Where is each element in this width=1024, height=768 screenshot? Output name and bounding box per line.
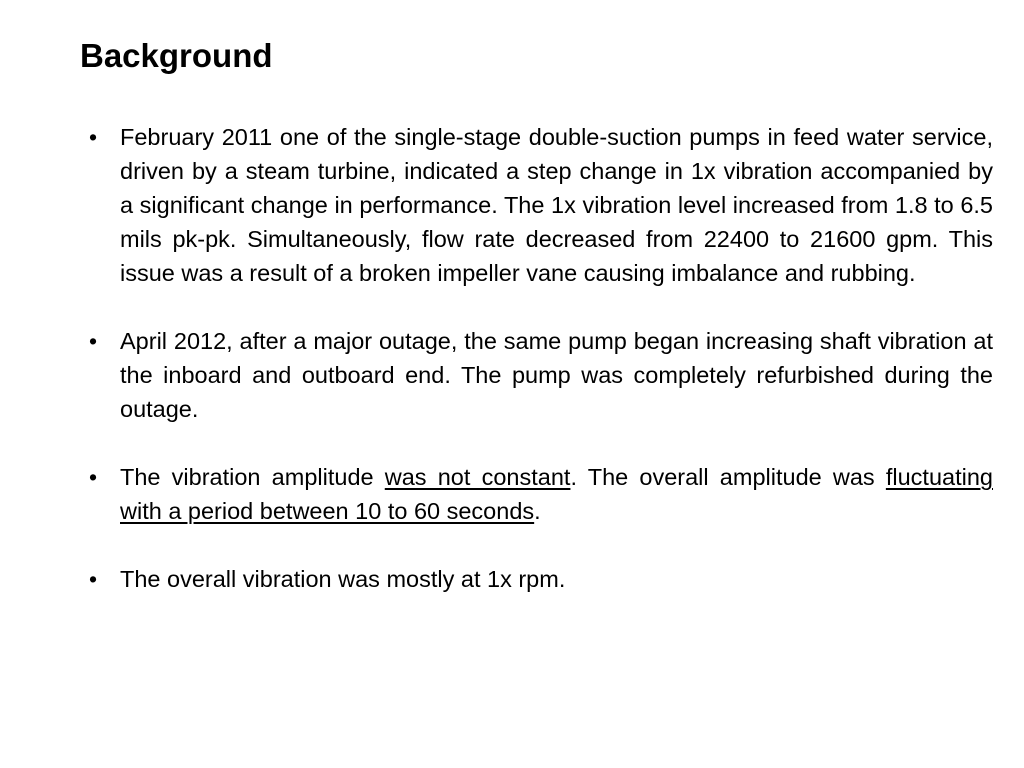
bullet-item <box>89 120 993 290</box>
bullet-text-part: . The overall amplitude was <box>570 464 886 490</box>
bullet-text: April 2012, after a major outage, the same pump began increasing shaft vibration at the inboard and outboard end. The pump was completely refurbished during the outage. <box>120 328 993 422</box>
bullet-icon: • <box>89 124 98 150</box>
underlined-text: was not constant <box>384 464 571 490</box>
bullet-text: February 2011 one of the single-stage double-suction pumps in feed water service, driven by a steam turbine, indicated a step change in 1x vibration accompanied by a significant change in performance. The 1x vibration level increased from 1.8 to 6.5 mils pk-pk. Simultaneously, flow rate decreased from 22400 to 21600 gpm. This issue was a result of a broken impeller vane causing imbalance and rubbing. <box>120 124 993 286</box>
bullet-icon: • <box>89 566 98 592</box>
bullet-icon: • <box>89 464 98 490</box>
bullet-text-part: The vibration amplitude <box>120 464 385 490</box>
page-title: Background <box>80 37 273 74</box>
bullet-item <box>89 460 993 528</box>
underlined-text: fluctuating with a period between 10 to 60 seconds <box>120 464 993 524</box>
bullet-list <box>89 120 993 630</box>
bullet-item <box>89 324 993 426</box>
bullet-item <box>89 562 993 596</box>
bullet-text: The overall vibration was mostly at 1x rpm. <box>120 566 566 592</box>
bullet-icon: • <box>89 328 98 354</box>
bullet-text-part: . <box>534 498 541 524</box>
